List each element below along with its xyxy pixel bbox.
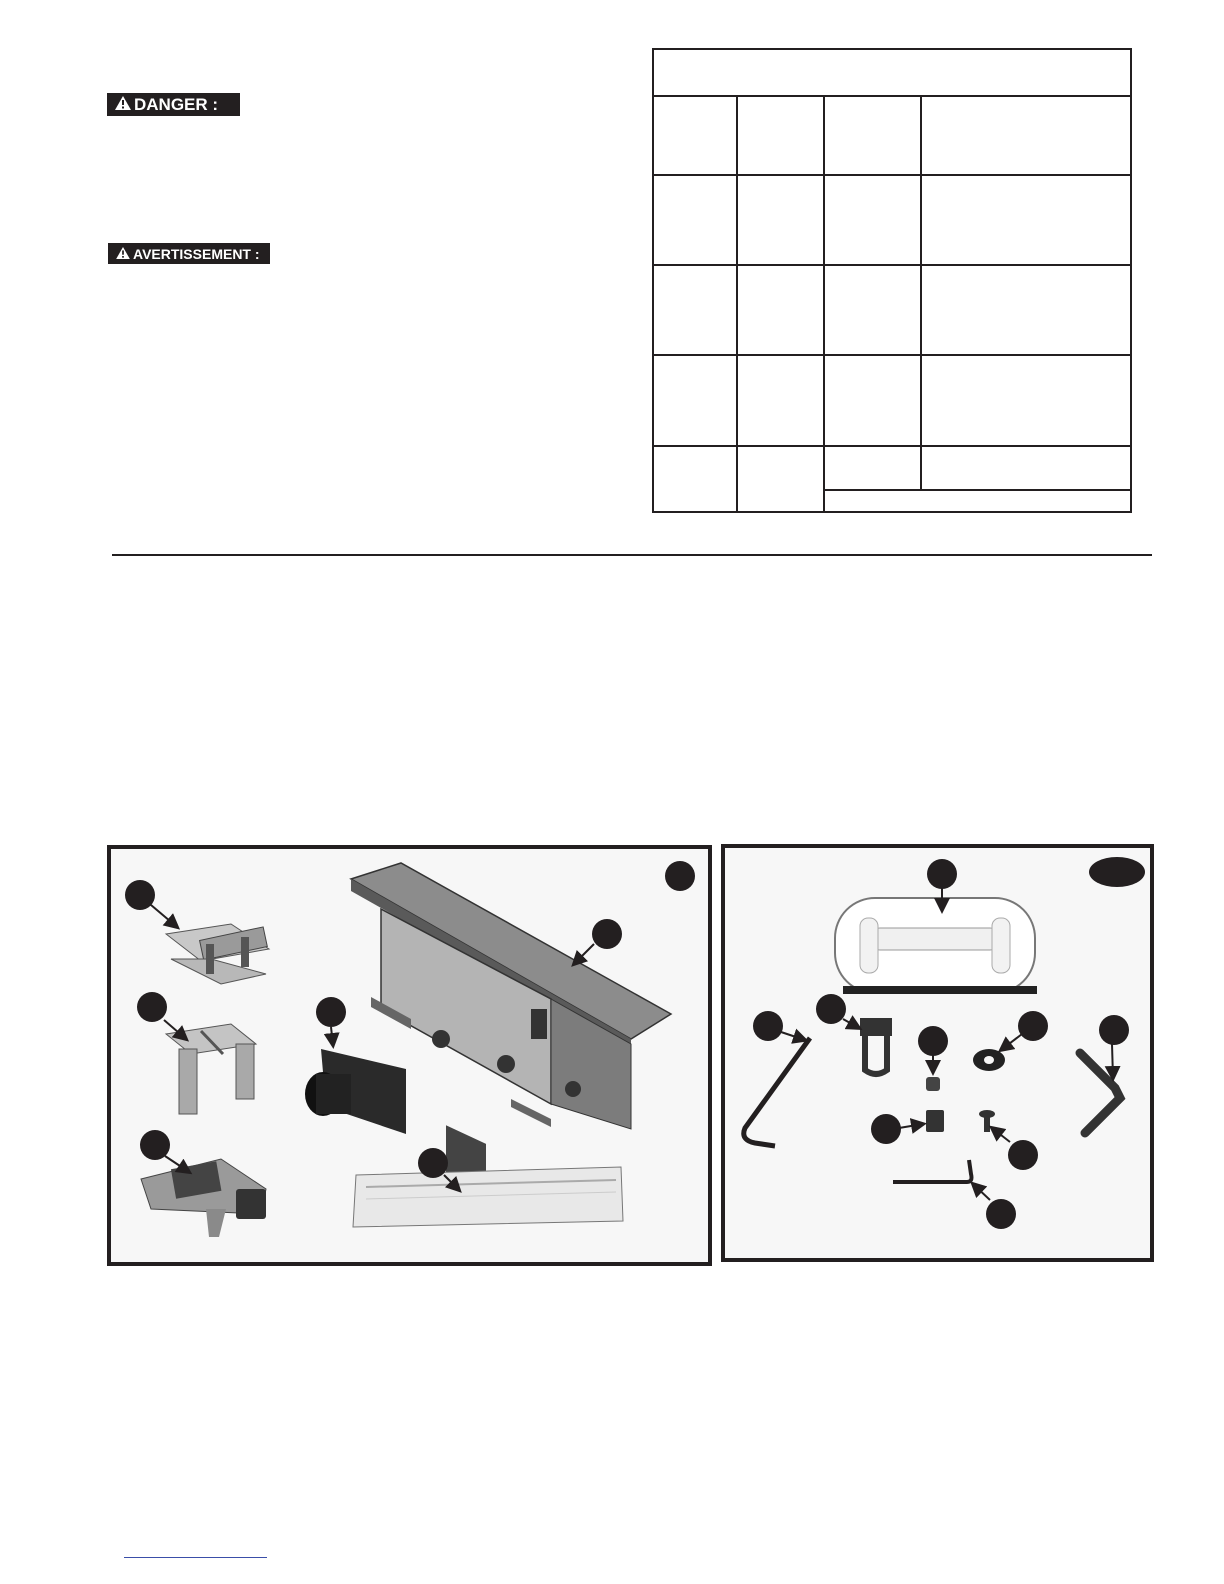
washer-illustration (973, 1049, 1005, 1071)
table-cell (737, 175, 824, 265)
footer-link-underline (124, 1557, 267, 1558)
table-header-row (653, 49, 1131, 96)
table-cell (824, 355, 921, 445)
table-row (653, 265, 1131, 355)
table-cell (824, 96, 921, 174)
callout (871, 1114, 923, 1144)
table-cell (824, 446, 921, 490)
callout (992, 1128, 1038, 1170)
table-cell (653, 265, 737, 355)
push-block-illustration (835, 898, 1037, 994)
callout (1099, 1015, 1129, 1078)
dust-chute-illustration (305, 1049, 406, 1134)
lock-handle-illustration (1080, 1053, 1120, 1133)
table-cell (824, 265, 921, 355)
blade-guard-illustration (141, 1159, 266, 1237)
hex-key-short-illustration (893, 1160, 972, 1182)
callout (574, 919, 622, 964)
table-cell (824, 175, 921, 265)
section-divider (112, 554, 1152, 556)
table-cell (921, 265, 1131, 355)
danger-badge (107, 93, 240, 116)
hardware-contents-figure (721, 844, 1154, 1262)
callout (125, 880, 177, 927)
callout (316, 997, 346, 1045)
extension-rail-illustration (353, 1167, 623, 1227)
table-cell (653, 96, 737, 174)
callout (816, 994, 859, 1028)
callout (137, 992, 186, 1039)
spec-table (652, 48, 1132, 513)
carton-contents-illustration (111, 849, 708, 1262)
table-cell (653, 446, 737, 512)
callout (753, 1011, 805, 1041)
table-cell (737, 355, 824, 445)
table-cell (653, 355, 737, 445)
warning-triangle-icon (115, 95, 131, 115)
callout (918, 1026, 948, 1072)
warning-triangle-icon (116, 246, 130, 262)
table-row (653, 446, 1131, 490)
danger-label: DANGER : (134, 94, 219, 114)
hex-key-long-illustration (744, 1038, 810, 1146)
callout (140, 1130, 189, 1172)
table-row (653, 175, 1131, 265)
fence-assembly-illustration (166, 924, 269, 984)
figure-marker (665, 861, 695, 891)
avertissement-badge (108, 243, 270, 264)
callout (1001, 1011, 1048, 1050)
jointer-planer-illustration (351, 863, 671, 1209)
table-cell (824, 490, 1131, 512)
table-cell (653, 175, 737, 265)
table-cell (921, 96, 1131, 174)
table-cell (921, 175, 1131, 265)
nut-illustration (926, 1077, 940, 1091)
figure-marker (1089, 857, 1145, 887)
table-cell (737, 446, 824, 512)
table-cell (737, 265, 824, 355)
table-cell (921, 446, 1131, 490)
table-row (653, 355, 1131, 445)
square-nut-illustration (926, 1110, 944, 1132)
table-cell (737, 96, 824, 174)
avertissement-label: AVERTISSEMENT : (133, 245, 260, 262)
callout (973, 1184, 1016, 1229)
table-cell (921, 355, 1131, 445)
table-title-cell (653, 49, 1131, 96)
clamp-illustration (860, 1018, 892, 1074)
hardware-contents-illustration (725, 848, 1150, 1258)
carton-contents-figure (107, 845, 712, 1266)
fence-bracket-illustration (166, 1024, 256, 1114)
table-row (653, 96, 1131, 174)
